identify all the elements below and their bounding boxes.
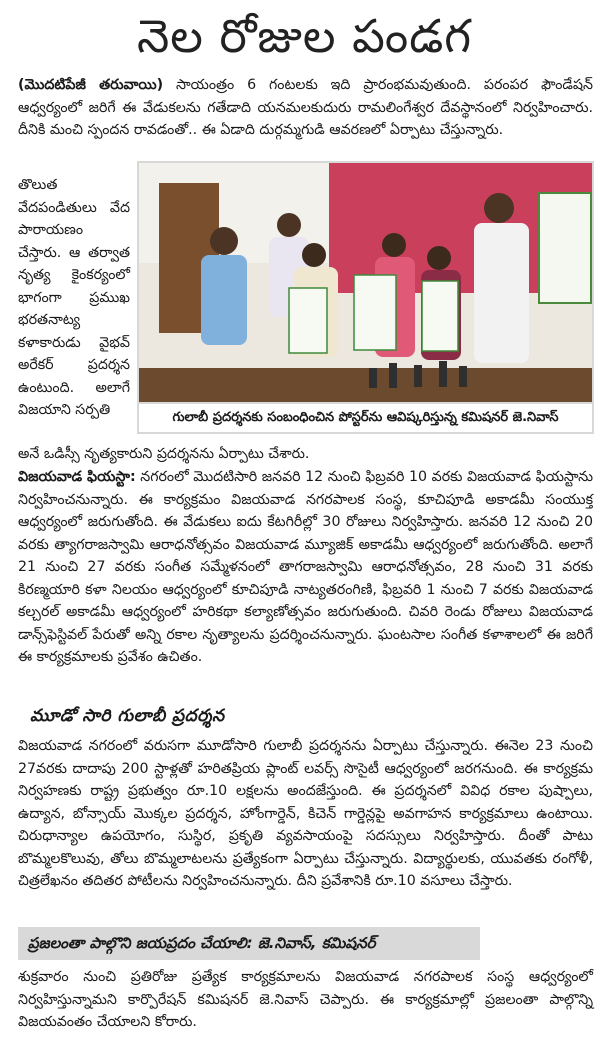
side-column-text: తొలుత వేదపండితులు వేద పారాయణం చేస్తారు. ఆ తర్వాత నృత్య కైంకర్యంలో భాగంగా ప్రముఖ భరతనాట్య కళాకారుడు వైభవ్ అరేకర్ ప్రదర్శన ఉంటుంది. అలాగే విజయాని సర్పతి xyxy=(18,177,130,418)
rose-subheading: మూడో సారి గులాబీ ప్రదర్శన xyxy=(30,706,225,726)
fest-text: నగరంలో మొదటిసారి జనవరి 12 నుంచి ఫిబ్రవరి 10 వరకు విజయవాడ ఫియస్టాను నిర్వహించనున్నారు. ఈ కార్యక్రమం విజయవాడ నగరపాలక సంస్థ, కూచిపూడి అకాడమీ సంయుక్త ఆధ్వర్యంలో జరుగుతోంది. ఈ వేడుకలు ఐదు కేటగిరీల్లో 30 రోజులు నిర్వహిస్తారు. జనవరి 12 నుంచి 20 వరకు త్యాగరాజస్వామి ఆరాధనోత్సవం విజయవాడ మ్యూజిక్ అకాడమీ ఆధ్వర్యంలో జరుగుతోంది. అలాగే 21 నుంచి 27 వరకు సంగీత సమ్మేళనంలో తాగరాజస్వామి ఆరాధనోత్సవం, 28 నుంచి 31 వరకు కిరణ్మయారి కళా నిలయం ఆధ్వర్యంలో కూచిపూడి నాట్యతరంగిణి, ఫిబ్రవరి 1 నుంచి 7 వరకు విజయవాడ కల్చరల్ అకాడమీ ఆధ్వర్యంలో హరికథా కల్యాణోత్సవం జరుగుతుంది. చివరి రెండు రోజులు విజయవాడ డాన్స్‌ఫెస్టివల్ పేరుతో అన్ని రకాల నృత్యాలను ప్రదర్శించనున్నారు. ఘంటసాల సంగీత కళాశాలలో ఈ జరిగే ఈ కార్యక్రమాలకు ప్రవేశం ఉచితం. xyxy=(18,469,593,665)
rose-paragraph: విజయవాడ నగరంలో వరుసగా మూడోసారి గులాబీ ప్రదర్శనను ఏర్పాటు చేస్తున్నారు. ఈనెల 23 నుంచి 27వరకు దాదాపు 200 స్టాళ్లతో హరితప్రియ ప్లాంట్ లవర్స్ సొసైటీ ఆధ్వర్యంలో జరగనుంది. ఈ కార్యక్రమ నిర్వహణకు రాష్ట్ర ప్రభుత్వం రూ.10 లక్షలను అందజేస్తుంది. ఈ ప్రదర్శనలో వివిధ రకాల పుష్పాలు, ఉద్యాన, బోన్సాయ్ మొక్కల ప్రదర్శన, హోంగార్డెన్, కిచెన్ గార్డెన్లపై అవగాహన కార్యక్రమాలు ఉంటాయి. చిరుధాన్యాల ఉపయోగం, సుస్థిర, ప్రకృతి వ్యవసాయంపై సదస్సులు నిర్వహిస్తారు. దీంతో పాటు బొమ్మలకొలువు, తోలు బొమ్మలాటలను ప్రత్యేకంగా ఏర్పాటు చేస్తున్నారు. విద్యార్థులకు, యువతకు రంగోళీ, చిత్రలేఖనం తదితర పోటీలను నిర్వహించనున్నారు. దీని ప్రవేశానికి రూ.10 వసూలు చేస్తారు. xyxy=(18,738,593,889)
fest-paragraph xyxy=(18,466,593,669)
intro-lead: (మొదటిపేజీ తరువాయి) xyxy=(18,77,164,93)
headline: నెల రోజుల పండగ xyxy=(136,9,473,63)
fest-lead: విజయవాడ ఫియస్టా: xyxy=(18,469,136,485)
side-continuation: అనే ఒడిస్సీ నృత్యకారుని ప్రదర్శనను ఏర్పాటు చేశారు. xyxy=(18,446,310,462)
intro-paragraph xyxy=(18,74,593,142)
press-photo-illustration xyxy=(139,163,594,404)
quote-banner: ప్రజలంతా పాల్గొని జయప్రదం చేయాలి: జె.నివాస్, కమిషనర్ xyxy=(18,927,480,960)
press-photo xyxy=(137,161,594,404)
closing-paragraph: శుక్రవారం నుంచి ప్రతిరోజు ప్రత్యేక కార్యక్రమాలను విజయవాడ నగరపాలక సంస్థ ఆధ్వర్యంలో నిర్వహిస్తున్నామని కార్పొరేషన్ కమిషనర్ జె.నివాస్ చెప్పారు. ఈ కార్యక్రమాల్లో ప్రజలంతా పాల్గొన్ని విజయవంతం చేయాలని కోరారు. xyxy=(18,969,593,1030)
intro-text: సాయంత్రం 6 గంటలకు ఇది ప్రారంభమవుతుంది. పరంపర ఫౌండేషన్ ఆధ్వర్యంలో జరిగే ఈ వేడుకలను గతేడాది యనమలకుదురు రామలింగేశ్వర దేవస్థానంలో నిర్వహించారు. దీనికి మంచి స్పందన రావడంతో.. ఈ ఏడాది దుర్గమ్మగుడి ఆవరణలో ఏర్పాటు చేస్తున్నారు. xyxy=(18,77,594,138)
photo-caption: గులాబీ ప్రదర్శనకు సంబంధించిన పోస్టర్‌ను ఆవిష్కరిస్తున్న కమిషనర్ జె.నివాస్ xyxy=(137,404,594,434)
